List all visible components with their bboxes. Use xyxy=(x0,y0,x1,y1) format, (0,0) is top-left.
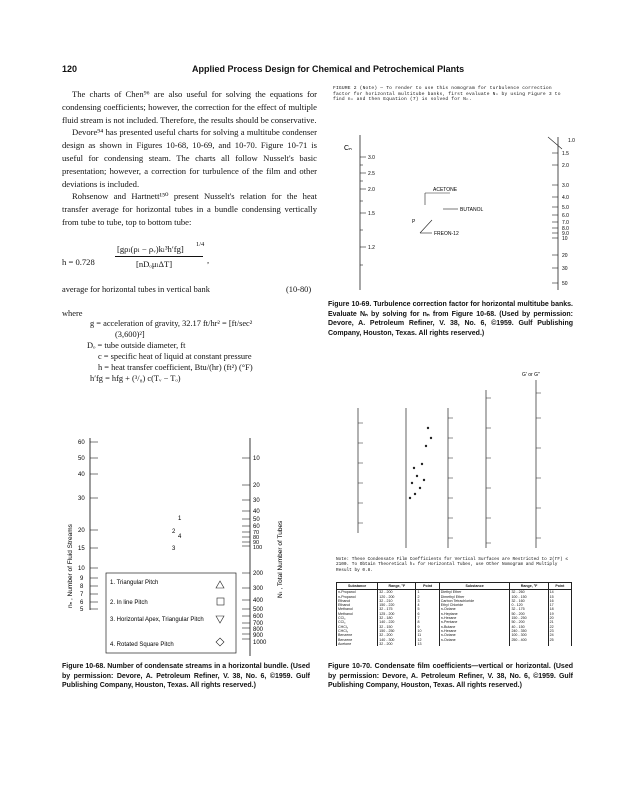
table-header: Range, °F xyxy=(510,583,548,590)
table-cell xyxy=(439,642,510,646)
fig68-right-tick: 100 xyxy=(253,545,263,551)
table-cell: 50 - 200 xyxy=(510,612,548,616)
fig68-right-tick: 60 xyxy=(253,524,260,530)
fig68-caption: Figure 10-68. Number of condensate streams in a horizontal bundle. (Used by permission: Devore, A. Petroleum Refiner, V. 38, No. 6, ©1959. Gulf Publishing Company, Houston, Texas. All rights reserved.) xyxy=(62,663,310,690)
fig68-left-tick: 10 xyxy=(78,566,85,572)
table-cell: 0 - 120 xyxy=(510,603,548,607)
table-cell xyxy=(510,642,548,646)
table-cell: 17 xyxy=(548,603,571,607)
fig68-right-tick: 50 xyxy=(253,517,260,523)
fig68-right-tick: 500 xyxy=(253,607,264,613)
table-cell: 21 xyxy=(548,620,571,624)
fig68-right-tick: 80 xyxy=(253,535,260,541)
fig68-right-tick: 400 xyxy=(253,598,264,604)
fig68-right-tick: 90 xyxy=(253,540,260,546)
rotated-square-icon xyxy=(216,638,224,646)
table-cell: 23 xyxy=(548,629,571,633)
where-label: where xyxy=(62,309,83,318)
table-header-row xyxy=(337,583,572,590)
table-cell: 100 - 150 xyxy=(510,595,548,599)
table-cell: n-Propanol xyxy=(337,590,378,595)
fig69-right-tick: 2.0 xyxy=(562,163,569,169)
definition-g: g = acceleration of gravity, 32.17 ft/hr² = [ft/sec² xyxy=(90,319,253,328)
table-cell: Ethanol xyxy=(337,603,378,607)
table-cell: 32 - 180 xyxy=(378,616,416,620)
table-cell: Methanol xyxy=(337,607,378,611)
fig68-right-tick: 30 xyxy=(253,498,260,504)
fig68-nomogram xyxy=(60,398,322,660)
definition-hfg: h′fg = hfg + (³/₈) c(Tᵥ − Tₒ) xyxy=(90,374,181,383)
paragraph-1: The charts of Chen⁹⁶ are also useful for solving the equations for condensing coefficients; however, the correction for the effect of multiple fluid stream is not included. Therefore, the results should be conservative. xyxy=(62,89,317,125)
fig68-right-tick: 300 xyxy=(253,586,264,592)
table-header: Point xyxy=(416,583,439,590)
table-cell: 9 xyxy=(416,625,439,629)
table-cell: CCl₄ xyxy=(337,616,378,620)
table-cell: 150 - 220 xyxy=(378,603,416,607)
table-cell: Dimethyl Ether xyxy=(439,595,510,599)
fig69-marker: P xyxy=(412,219,416,225)
fig68-right-tick: 70 xyxy=(253,530,260,536)
table-cell: n-Octane xyxy=(439,633,510,637)
table-cell: 150 - 250 xyxy=(378,629,416,633)
fig68-right-tick: 40 xyxy=(253,509,260,515)
table-cell: 22 xyxy=(548,625,571,629)
body-text xyxy=(62,88,317,229)
fig68-left-tick: 5 xyxy=(80,607,84,613)
fig68-left-tick: 9 xyxy=(80,576,84,582)
table-cell: 3 xyxy=(416,599,439,603)
fig69-right-tick: 9.0 xyxy=(562,231,569,237)
fig68-right-tick: 10 xyxy=(253,456,260,462)
fig69-right-tick: 7.0 xyxy=(562,220,569,226)
table-cell: 100 - 300 xyxy=(510,633,548,637)
fig68-right-axis-label: Nₜ , Total Number of Tubes xyxy=(277,520,284,598)
fig68-left-tick: 8 xyxy=(80,584,84,590)
table-cell: CHCl₃ xyxy=(337,625,378,629)
table-cell: Benzene xyxy=(337,638,378,642)
table-cell: 12 xyxy=(416,638,439,642)
fig69-right-tick: 3.0 xyxy=(562,183,569,189)
fig69-right-tick: 50 xyxy=(562,281,568,287)
fig68-right-tick: 700 xyxy=(253,621,264,627)
fig69-right-top: 1.0 xyxy=(568,138,575,144)
table-cell: 5 xyxy=(416,607,439,611)
equation-denominator: [nDₒμₗΔT] xyxy=(136,259,173,269)
table-cell: 4 xyxy=(416,603,439,607)
table-cell: 20 xyxy=(548,616,571,620)
fig69-curve-label: BUTANOL xyxy=(460,207,484,213)
equation-exponent: 1/4 xyxy=(196,241,205,248)
fig69-caption: Figure 10-69. Turbulence correction factor for horizontal multitube banks. Evaluate Nₙ by solving for nₙ from Figure 10-68. (Used by permission: Devore, A. Petroleum Refiner, V. 38, No. 6, ©1959. Gulf Publishing Company, Houston, Texas. All rights reserved.) xyxy=(328,301,573,337)
table-cell: n-Octane xyxy=(439,638,510,642)
table-cell: CCl₄ xyxy=(337,620,378,624)
pitch-legend-item: 3. Horizontal Apex, Triangular Pitch xyxy=(110,617,204,623)
fraction-bar xyxy=(115,256,203,257)
apex-pitch-icon xyxy=(216,616,224,623)
table-cell: 240 - 350 xyxy=(510,629,548,633)
table-cell: 6 xyxy=(416,612,439,616)
equation-caption: average for horizontal tubes in vertical bank xyxy=(62,285,210,294)
table-cell: 250 - 400 xyxy=(510,638,548,642)
inline-pitch-icon xyxy=(217,598,224,605)
fig68-right-tick: 1000 xyxy=(253,640,267,646)
table-cell: n-Propanol xyxy=(337,595,378,599)
table-cell: 14 xyxy=(548,590,571,595)
equation-comma: , xyxy=(207,255,210,265)
definition-g-cont: (3,600)²] xyxy=(115,330,145,339)
table-cell: 24 xyxy=(548,633,571,637)
table-cell: 11 xyxy=(416,633,439,637)
fig68-curve-label: 4 xyxy=(178,534,182,540)
fig69-pointer xyxy=(548,137,562,149)
fig68-left-tick: 6 xyxy=(80,600,84,606)
fig68-left-tick: 40 xyxy=(78,472,85,478)
fig70-caption: Figure 10-70. Condensate film coefficients—vertical or horizontal. (Used by permission: Devore, A. Petroleum Refiner, V. 38, No. 6, ©1959. Gulf Publishing Company, Houston, Texas. All rights reserved.) xyxy=(328,663,573,690)
table-cell: 25 xyxy=(548,638,571,642)
fig69-curve-label: FREON-12 xyxy=(434,231,459,237)
fig68-curve-label: 2 xyxy=(172,529,176,535)
fig69-right-tick: 8.0 xyxy=(562,226,569,232)
table-header: Point xyxy=(548,583,571,590)
definition-do: Dₒ = tube outside diameter, ft xyxy=(87,341,186,350)
table-cell: Ethyl Chloride xyxy=(439,603,510,607)
fig70-top-label: G' or G'' xyxy=(522,372,540,378)
table-cell: 50 - 200 xyxy=(510,620,548,624)
table-cell: 32 - 260 xyxy=(510,590,548,595)
fig69-right-tick: 4.0 xyxy=(562,195,569,201)
table-cell: Acetone xyxy=(337,642,378,646)
fig68-right-tick: 200 xyxy=(253,571,264,577)
fig69-right-tick: 5.0 xyxy=(562,205,569,211)
table-cell: 32 - 160 xyxy=(510,599,548,603)
fig69-right-tick: 20 xyxy=(562,253,568,259)
pitch-legend-item: 1. Triangular Pitch xyxy=(110,580,159,586)
pitch-legend-item: 2. In line Pitch xyxy=(110,600,148,606)
table-cell: 40 - 150 xyxy=(510,625,548,629)
fig69-right-tick: 6.0 xyxy=(562,213,569,219)
table-cell: 10 xyxy=(416,629,439,633)
table-cell: 18 xyxy=(548,607,571,611)
table-cell: 32 - 175 xyxy=(378,607,416,611)
table-header: Range, °F xyxy=(378,583,416,590)
table-header: Substance xyxy=(439,583,510,590)
fig68-right-tick: 600 xyxy=(253,614,264,620)
fig68-right-tick: 20 xyxy=(253,483,260,489)
page-number: 120 xyxy=(62,64,78,74)
triangular-pitch-icon xyxy=(216,581,224,588)
fig69-nomogram xyxy=(330,125,592,295)
fig70-nomogram xyxy=(336,368,576,568)
table-cell: 32 - 150 xyxy=(378,625,416,629)
fig68-left-axis-label: nₙ , Number of Fluid Streams xyxy=(67,524,74,608)
equation-prefix: h = 0.728 xyxy=(62,257,95,267)
fig69-curve-label: ACETONE xyxy=(433,187,458,193)
table-cell: 2 xyxy=(416,595,439,599)
table-cell: 150 - 250 xyxy=(510,616,548,620)
table-cell: n-Pentane xyxy=(439,620,510,624)
fig69-note: FIGURE 2 (Note) — To render to use this nomogram for turbulence correction factor for horizontal multitube banks, first evaluate Nₙ by using Figure 3 to find nₙ and then Equation (7) is solved for Nₙ. xyxy=(333,86,561,103)
paragraph-3: Rohsenow and Hartnett¹⁵⁰ present Nusselt's relation for the heat transfer average for horizontal tubes in a bundle condensing vertically from tube to tube, top to bottom tube: xyxy=(62,191,317,227)
table-cell: 7 xyxy=(416,616,439,620)
table-cell: n-Hexane xyxy=(439,616,510,620)
table-cell: Benzene xyxy=(337,633,378,637)
table-cell: 1 xyxy=(416,590,439,595)
fig69-left-tick: 1.2 xyxy=(368,245,375,251)
fig68-curve-label: 1 xyxy=(178,516,182,522)
table-cell: 32 - 200 xyxy=(378,590,416,595)
table-cell: CHCl₃ xyxy=(337,629,378,633)
fig68-left-tick: 60 xyxy=(78,440,85,446)
table-cell: 32 - 175 xyxy=(510,607,548,611)
fig68-left-tick: 7 xyxy=(80,592,84,598)
equation-numerator: [gρₗ(ρₗ − ρᵥ)kₗ³h′fg] xyxy=(117,244,184,254)
table-cell: Carbon Tetrachloride xyxy=(439,599,510,603)
fig69-right-tick: 10 xyxy=(562,236,568,242)
paragraph-2: Devore⁹⁴ has presented useful charts for solving a multitube condenser design as shown in Figures 10-68, 10-69, and 10-70. Figure 10-71 is useful for condensing steam. The charts all follow Nusselt's basic presentation; however, a correction for turbulence of the film and other deviations is included. xyxy=(62,127,317,189)
fig69-right-tick: 30 xyxy=(562,266,568,272)
fig68-curve-label: 3 xyxy=(172,546,176,552)
table-cell: 32 - 210 xyxy=(378,599,416,603)
definition-h: h = heat transfer coefficient, Btu/(hr) (ft²) (°F) xyxy=(98,363,253,372)
fig68-right-tick: 900 xyxy=(253,633,264,639)
fig69-left-tick: 2.5 xyxy=(368,171,375,177)
table-cell: n-Octane xyxy=(439,607,510,611)
table-row xyxy=(337,642,572,646)
table-cell: 32 - 200 xyxy=(378,642,416,646)
table-header: Substance xyxy=(337,583,378,590)
table-cell: 15 xyxy=(548,595,571,599)
fig69-left-axis-label: Cₙ xyxy=(344,145,352,152)
table-cell: 19 xyxy=(548,612,571,616)
fig68-left-tick: 15 xyxy=(78,546,85,552)
fig68-left-tick: 30 xyxy=(78,496,85,502)
table-cell: 13 xyxy=(416,642,439,646)
fig69-right-tick: 1.5 xyxy=(562,151,569,157)
table-cell: Diethyl Ether xyxy=(439,590,510,595)
fig68-left-tick: 20 xyxy=(78,528,85,534)
table-cell: Methanol xyxy=(337,612,378,616)
table-cell: Ethanol xyxy=(337,599,378,603)
fig69-left-tick: 3.0 xyxy=(368,155,375,161)
equation-number: (10-80) xyxy=(286,285,312,294)
fig70-note: Note: These Condensate Film Coefficients for Vertical Surfaces are Restricted to 2(ΓF) ≤ 2100. To Obtain Theoretical hₘ for Horizontal Tubes, use Other Nomogram and Multiply Result by 0.8. xyxy=(336,557,568,573)
table-cell: 16 xyxy=(548,599,571,603)
table-cell: n-Hexane xyxy=(439,629,510,633)
table-cell xyxy=(548,642,571,646)
fig69-left-tick: 2.0 xyxy=(368,187,375,193)
fig68-right-tick: 800 xyxy=(253,627,264,633)
pitch-legend-item: 4. Rotated Square Pitch xyxy=(110,642,174,648)
definition-c: c = specific heat of liquid at constant pressure xyxy=(98,352,252,361)
fig69-left-tick: 1.5 xyxy=(368,211,375,217)
table-cell: 32 - 200 xyxy=(378,633,416,637)
table-cell: 140 - 300 xyxy=(378,638,416,642)
table-cell: n-Butane xyxy=(439,625,510,629)
fig70-substance-table xyxy=(336,582,572,646)
table-cell: 8 xyxy=(416,620,439,624)
fig68-left-tick: 50 xyxy=(78,456,85,462)
table-cell: n-Heptane xyxy=(439,612,510,616)
table-cell: 140 - 220 xyxy=(378,620,416,624)
table-cell: 125 - 200 xyxy=(378,612,416,616)
running-title: Applied Process Design for Chemical and Petrochemical Plants xyxy=(192,64,465,74)
table-cell: 120 - 200 xyxy=(378,595,416,599)
fig70-data-dots xyxy=(409,427,432,499)
